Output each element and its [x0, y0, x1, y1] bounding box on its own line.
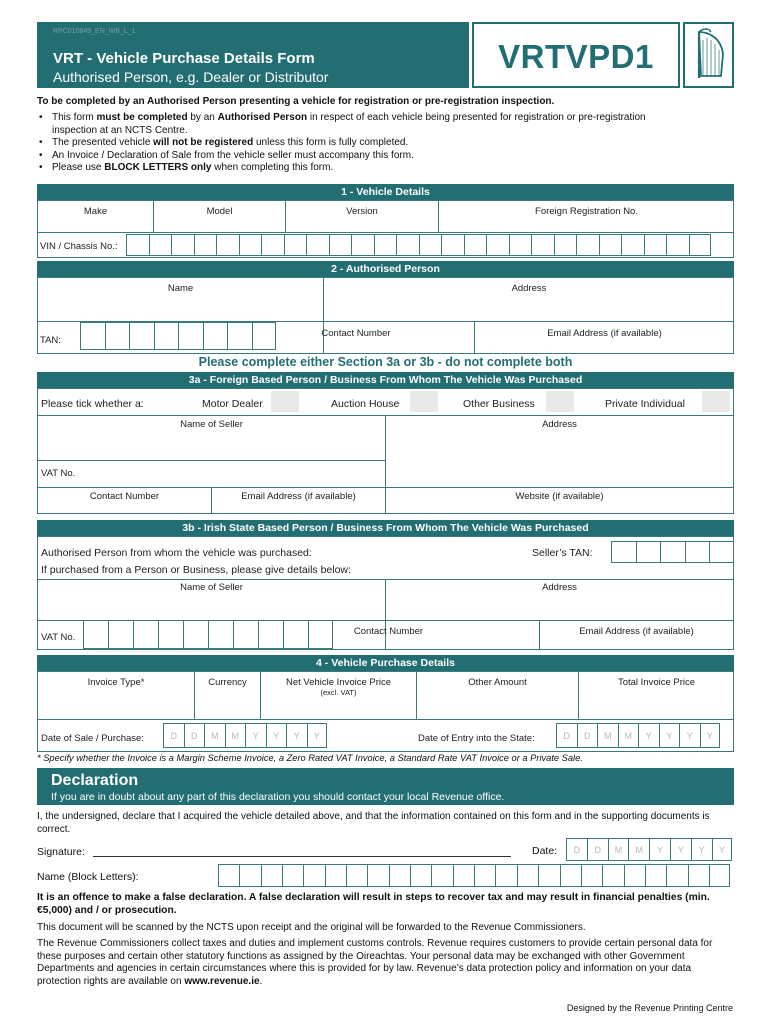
- name-label: Name: [167, 283, 194, 294]
- email-label: Email Address (if available): [579, 626, 694, 637]
- option-motor-dealer: Motor Dealer: [202, 398, 263, 410]
- date-of-sale-input[interactable]: D D M M Y Y Y Y: [163, 723, 327, 748]
- seller-name-label: Name of Seller: [180, 419, 243, 430]
- option-private-individual: Private Individual: [605, 398, 685, 410]
- declaration-subtitle: If you are in doubt about any part of this declaration you should contact your local Revenue office.: [51, 791, 505, 803]
- seller-address-label: Address: [542, 419, 577, 430]
- address-label: Address: [511, 283, 547, 294]
- email-label: Email Address (if available): [241, 491, 356, 502]
- contact-label: Contact Number: [353, 626, 424, 637]
- intro-bullet: • Please use BLOCK LETTERS only when completing this form.: [37, 162, 687, 175]
- declaration-banner: [37, 768, 734, 805]
- revenue-link[interactable]: www.revenue.ie: [184, 975, 260, 987]
- choose-section-note: Please complete either Section 3a or 3b - do not complete both: [198, 355, 573, 369]
- intro-heading: To be completed by an Authorised Person presenting a vehicle for registration or pre-registration inspection.: [37, 96, 555, 107]
- auth-person-label: Authorised Person from whom the vehicle was purchased:: [41, 547, 312, 559]
- form-title: VRT - Vehicle Purchase Details Form: [53, 50, 315, 67]
- net-price-label: Net Vehicle Invoice Price: [285, 677, 392, 688]
- seller-name-label: Name of Seller: [180, 582, 243, 593]
- private-individual-checkbox[interactable]: [702, 391, 730, 412]
- vin-input[interactable]: [126, 234, 711, 256]
- tan-label: TAN:: [40, 335, 61, 346]
- date-entry-label: Date of Entry into the State:: [418, 733, 535, 744]
- intro-bullet: • This form must be completed by an Authorised Person in respect of each vehicle being presented for registration or pre-registration inspection at an NCTS Centre.: [37, 112, 687, 137]
- declaration-title: Declaration: [51, 772, 139, 789]
- signature-label: Signature:: [37, 846, 85, 858]
- foreign-reg-label: Foreign Registration No.: [535, 206, 638, 217]
- if-person-label: If purchased from a Person or Business, please give details below:: [41, 564, 351, 576]
- signature-line[interactable]: [93, 856, 511, 857]
- date-sale-label: Date of Sale / Purchase:: [41, 733, 144, 744]
- section-2-header: 2 - Authorised Person: [37, 261, 734, 277]
- seller-address-label: Address: [542, 582, 577, 593]
- form-id-box: [472, 22, 680, 88]
- vat-label: VAT No.: [41, 468, 76, 479]
- version-label: Version: [346, 206, 378, 217]
- harp-icon: [683, 22, 734, 88]
- form-subtitle: Authorised Person, e.g. Dealer or Distributor: [53, 69, 329, 85]
- block-name-label: Name (Block Letters):: [37, 871, 139, 883]
- tan-input[interactable]: [80, 322, 276, 350]
- invoice-type-label: Invoice Type*: [87, 677, 145, 688]
- tick-label: Please tick whether a:: [41, 398, 144, 410]
- contact-label: Contact Number: [321, 328, 391, 339]
- total-price-label: Total Invoice Price: [617, 677, 696, 688]
- section-1-header: 1 - Vehicle Details: [37, 184, 734, 200]
- section-4-header: 4 - Vehicle Purchase Details: [37, 655, 734, 671]
- option-other-business: Other Business: [463, 398, 535, 410]
- seller-tan-input[interactable]: [611, 541, 734, 563]
- block-name-input[interactable]: [218, 864, 730, 887]
- privacy-notice: The Revenue Commissioners collect taxes and duties and implement customs controls. Revenue requires customers to provide certain personal data for these purposes and certain other statutory functions as assigned by the Oireachtas. Your personal data may be exchanged with other Government Departments and agencies in certain circumstances where this is provided for by law. Revenue’s data protection policy and information on your data protection rights are available on www.revenue.ie.: [37, 938, 713, 987]
- offence-warning: It is an offence to make a false declaration. A false declaration will result in steps to recover tax and may result in financial penalties (min. €5,000) and / or prosecution.: [37, 892, 710, 916]
- option-auction-house: Auction House: [331, 398, 400, 410]
- intro-bullet: • An Invoice / Declaration of Sale from the vehicle seller must accompany this form.: [37, 150, 687, 163]
- model-label: Model: [206, 206, 233, 217]
- vin-label: VIN / Chassis No.:: [40, 241, 118, 252]
- intro-bullets: [37, 112, 687, 175]
- other-amount-label: Other Amount: [468, 677, 527, 688]
- foreign-seller-table: [37, 388, 734, 514]
- motor-dealer-checkbox[interactable]: [271, 391, 299, 412]
- designed-by: Designed by the Revenue Printing Centre: [566, 1003, 733, 1013]
- vat-label: VAT No.: [41, 632, 76, 643]
- section-3b-header: 3b - Irish State Based Person / Business From Whom The Vehicle Was Purchased: [37, 520, 734, 536]
- website-label: Website (if available): [515, 491, 604, 502]
- declaration-text: I, the undersigned, declare that I acquired the vehicle detailed above, and that the information contained on this form and in the supporting documents is correct.: [37, 811, 710, 835]
- seller-tan-label: Seller’s TAN:: [532, 547, 593, 559]
- net-price-sublabel: (excl. VAT): [320, 688, 357, 697]
- date-label: Date:: [532, 845, 558, 857]
- vat-number-input[interactable]: [83, 620, 333, 649]
- email-label: Email Address (if available): [547, 328, 662, 339]
- declaration-date-input[interactable]: D D M M Y Y Y Y: [566, 838, 732, 861]
- currency-label: Currency: [208, 677, 247, 688]
- section-3a-header: 3a - Foreign Based Person / Business From Whom The Vehicle Was Purchased: [37, 372, 734, 388]
- auction-house-checkbox[interactable]: [410, 391, 438, 412]
- form-id: VRTVPD1: [498, 38, 654, 75]
- other-business-checkbox[interactable]: [546, 391, 574, 412]
- form-code: RPC010849_EN_WB_L_1: [53, 28, 136, 35]
- date-of-entry-input[interactable]: D D M M Y Y Y Y: [556, 723, 720, 748]
- invoice-footnote: * Specify whether the Invoice is a Margin Scheme Invoice, a Zero Rated VAT Invoice, a Standard Rate VAT Invoice or a Private Sale.: [37, 753, 583, 763]
- header-banner: [37, 22, 469, 88]
- contact-label: Contact Number: [89, 491, 160, 502]
- intro-bullet: • The presented vehicle will not be registered unless this form is fully completed.: [37, 137, 687, 150]
- make-label: Make: [83, 206, 108, 217]
- scanned-note: This document will be scanned by the NCTS upon receipt and the original will be forwarded to the Revenue Commissioners.: [37, 922, 586, 933]
